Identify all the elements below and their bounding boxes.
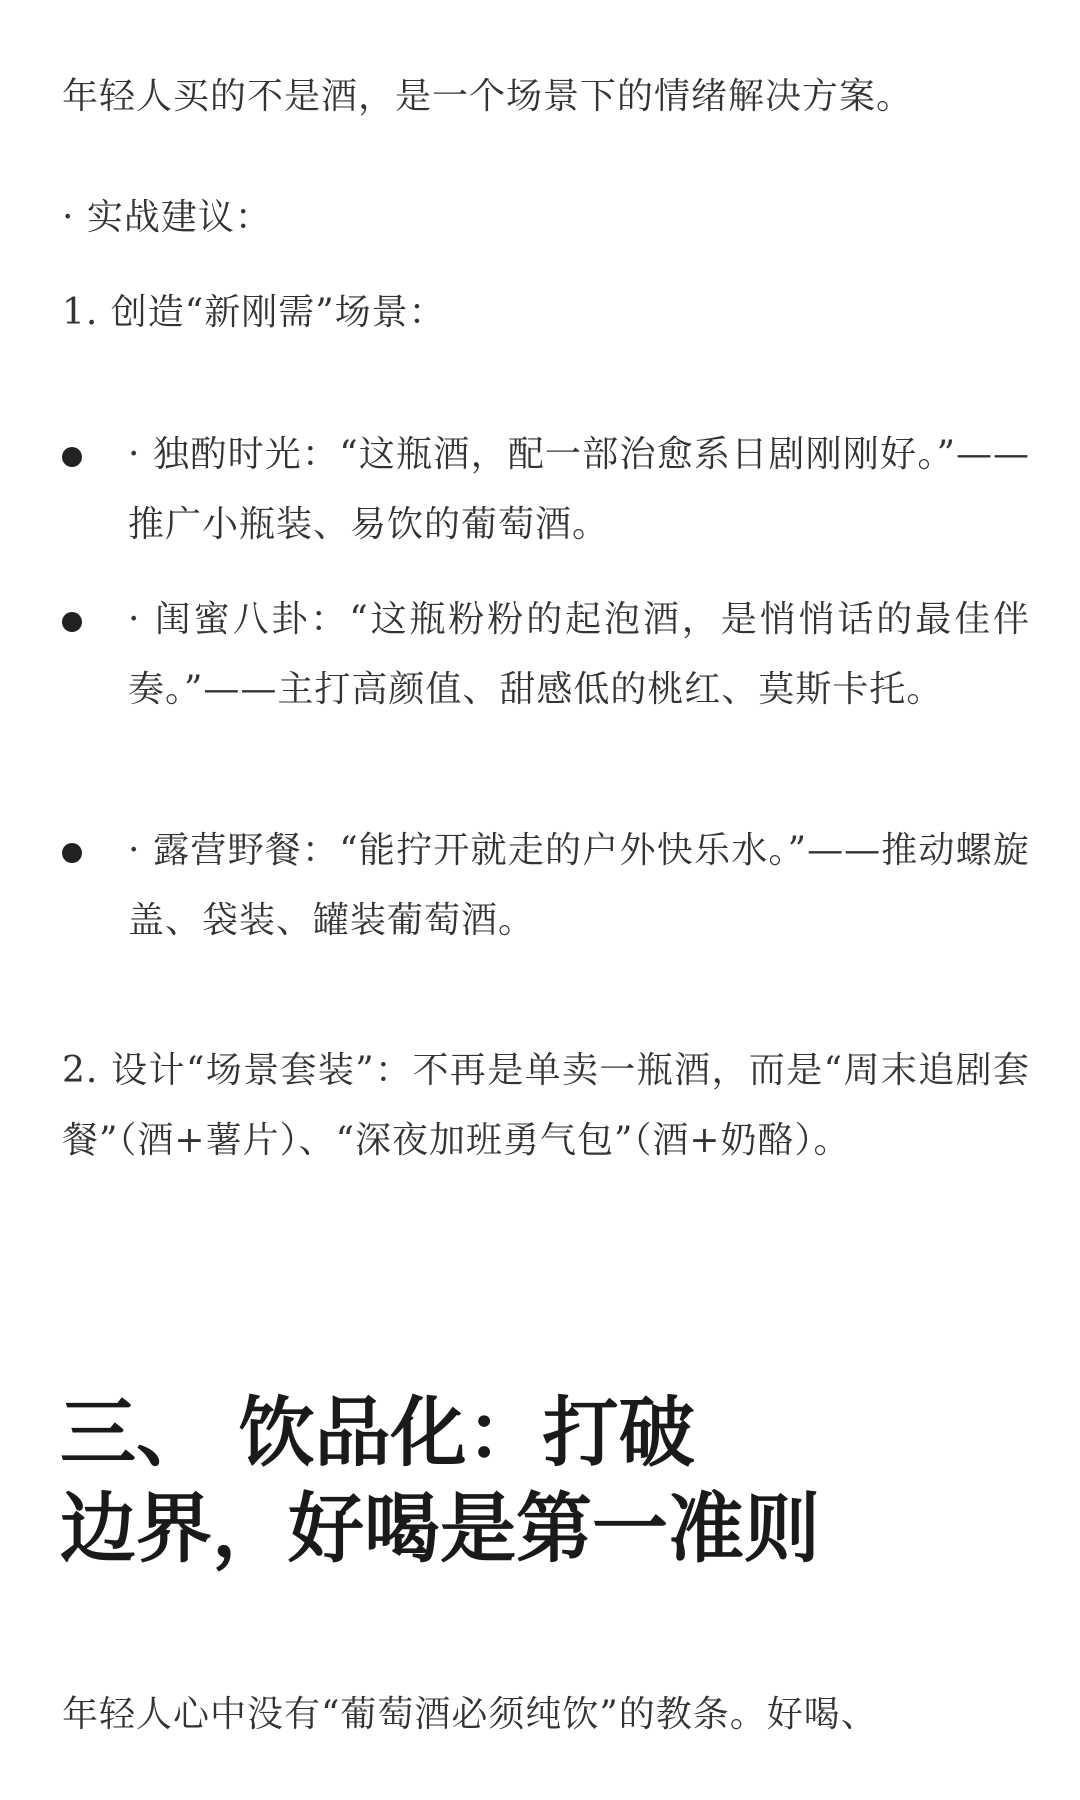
- section-3-heading-line-2: 边界，好喝是第一准则: [60, 1484, 820, 1573]
- advice-label: · 实战建议：: [62, 197, 272, 238]
- list-item-text: · 露营野餐：“能拧开就走的户外快乐水。”——推动螺旋盖、袋装、罐装葡萄酒。: [128, 830, 1030, 941]
- bullet-dot-icon: [62, 447, 82, 467]
- bullet-dot-icon: [62, 612, 82, 632]
- intro-paragraph: 年轻人买的不是酒，是一个场景下的情绪解决方案。: [62, 76, 914, 117]
- list-item-text: · 闺蜜八卦：“这瓶粉粉的起泡酒，是悄悄话的最佳伴奏。”——主打高颜值、甜感低的桃红、莫斯卡托。: [128, 599, 1030, 710]
- bullet-dot-icon: [62, 843, 82, 863]
- list-item-text: · 独酌时光：“这瓶酒，配一部治愈系日剧刚刚好。”——推广小瓶装、易饮的葡萄酒。: [128, 434, 1030, 545]
- point-1-title: 1. 创造“新刚需”场景：: [62, 292, 446, 333]
- section-3-heading-line-1: 三、 饮品化：打破: [60, 1388, 695, 1477]
- section-3-heading: [60, 1385, 960, 1577]
- section-3-intro-paragraph: 年轻人心中没有“葡萄酒必须纯饮”的教条。好喝、: [62, 1694, 878, 1735]
- point-2-paragraph: 2. 设计“场景套装”：不再是单卖一瓶酒，而是“周末追剧套餐”（酒+薯片）、“深夜加班勇气包”（酒+奶酪）。: [62, 1050, 1030, 1161]
